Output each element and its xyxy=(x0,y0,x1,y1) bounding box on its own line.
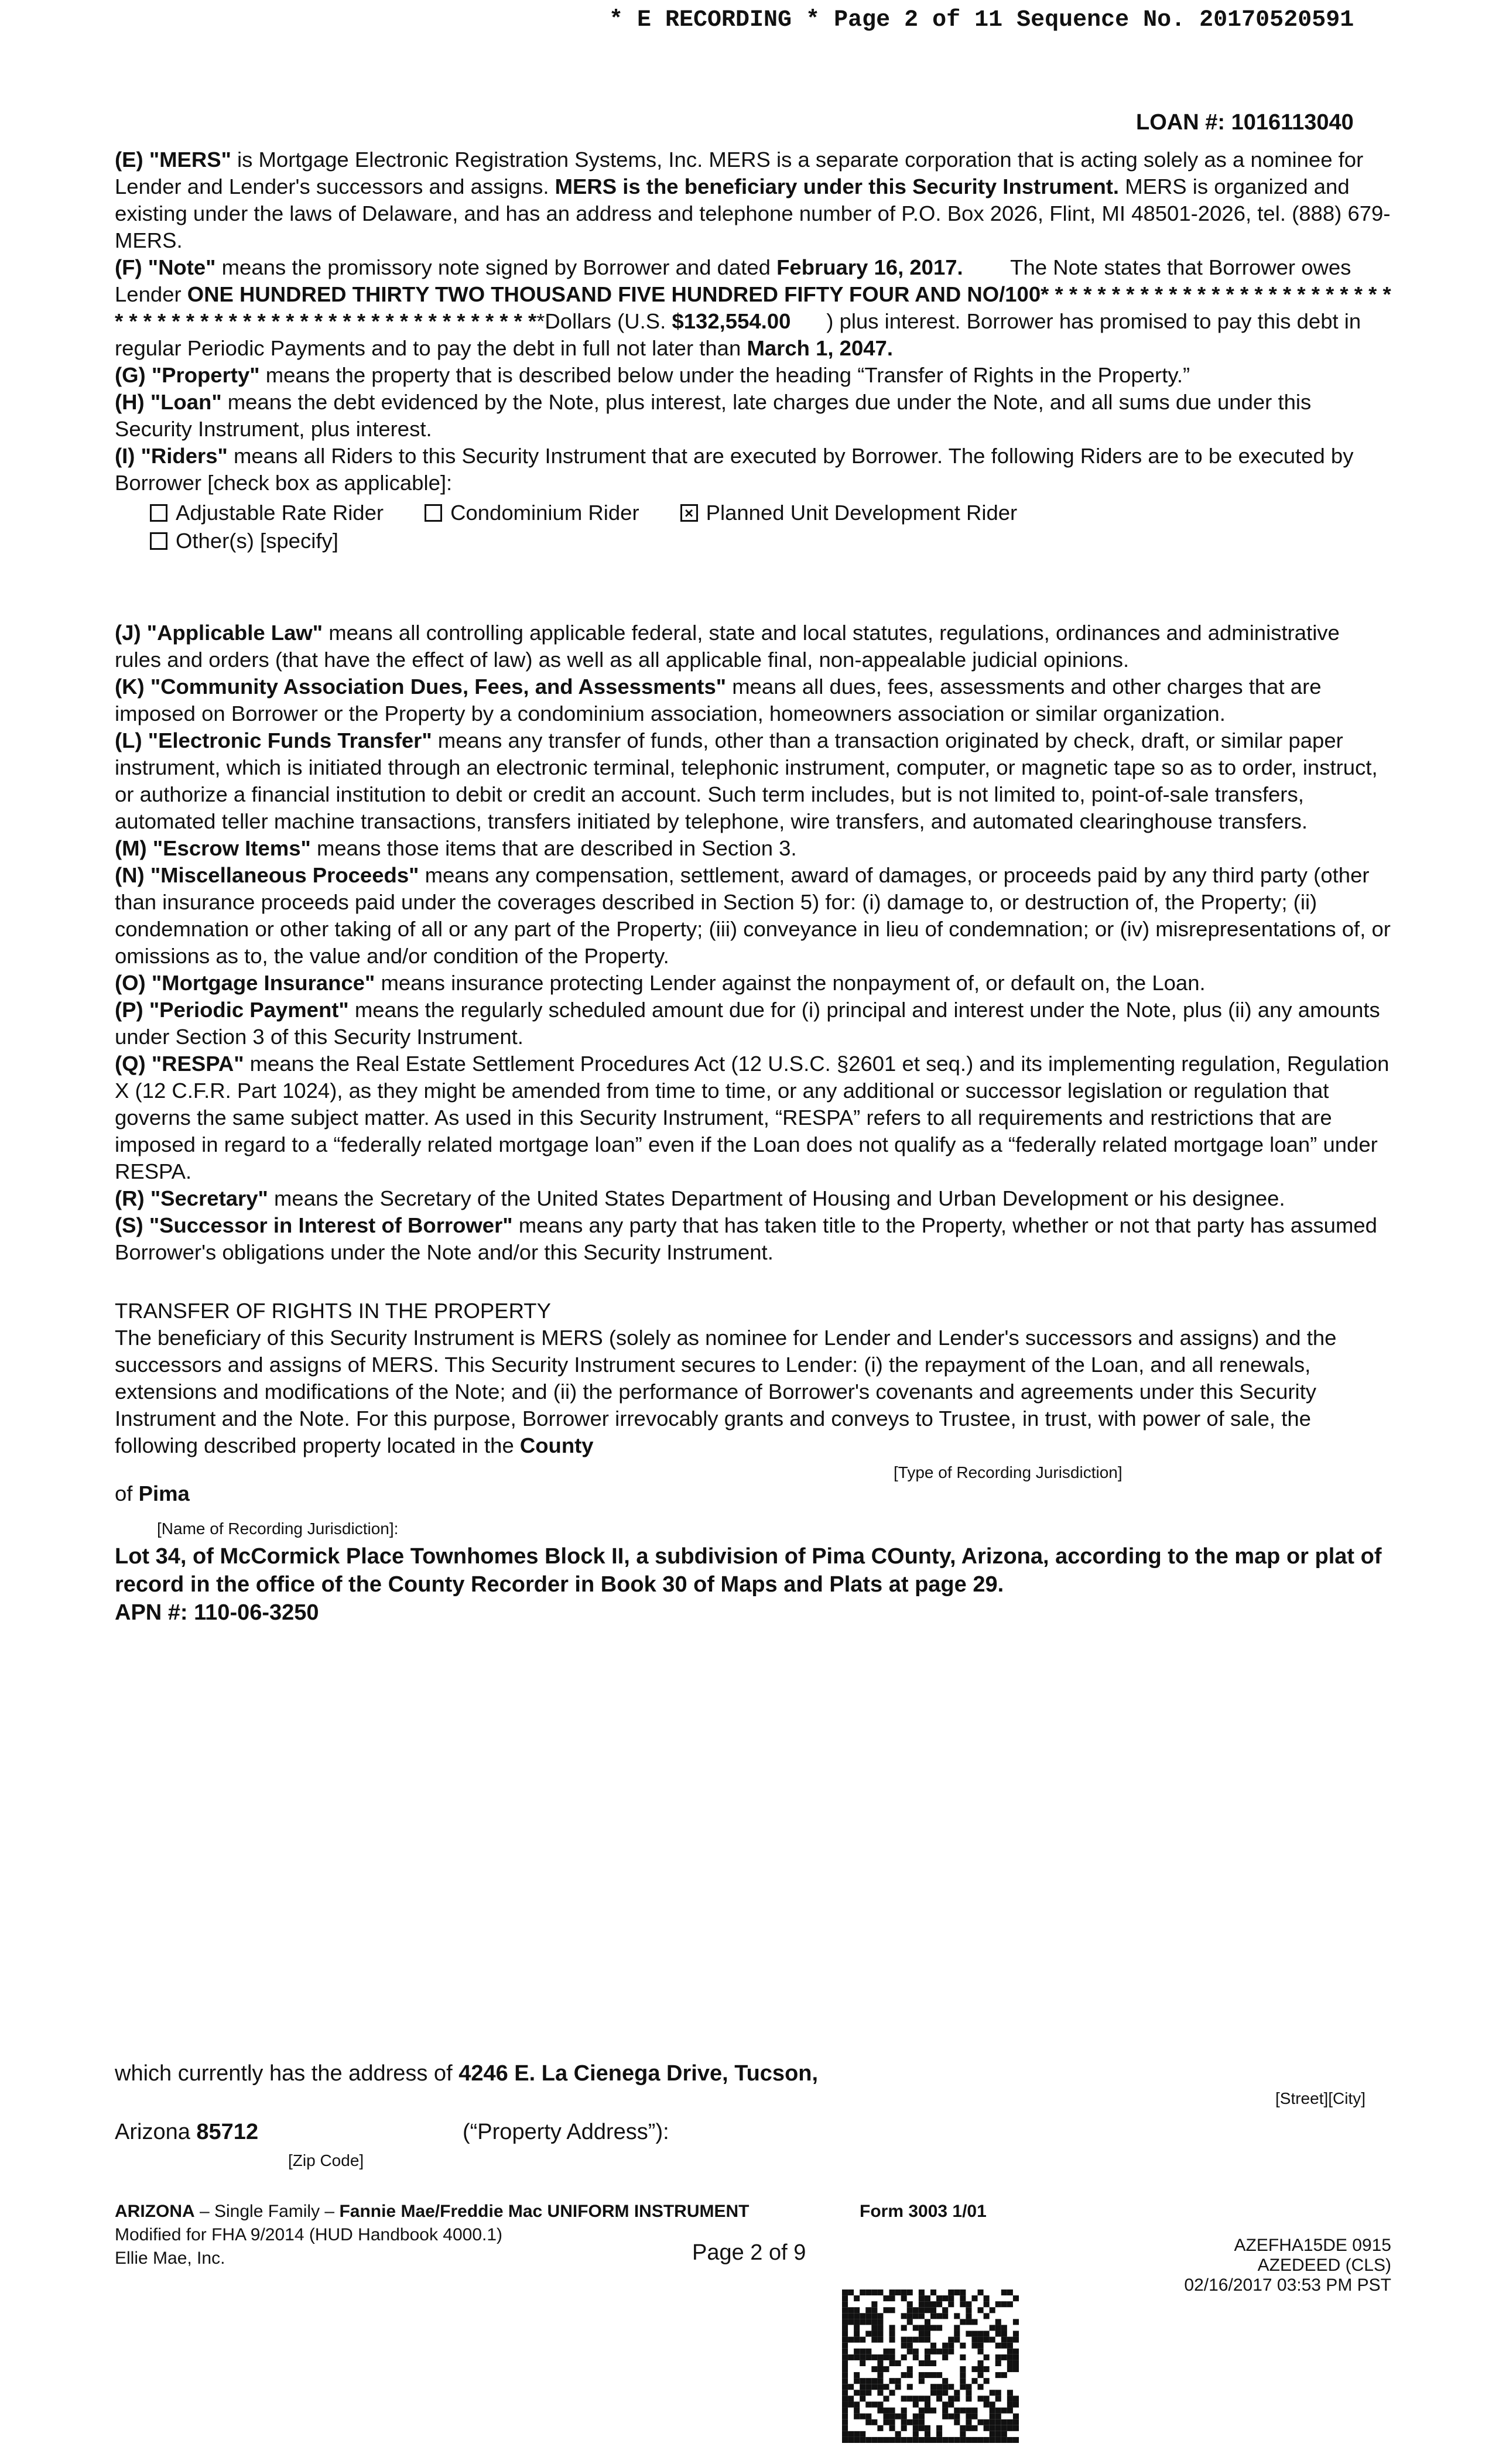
loan-label: LOAN #: xyxy=(1136,110,1225,135)
footer-code-2: AZEDEED (CLS) xyxy=(1257,2256,1391,2275)
def-tag: (N) xyxy=(115,863,145,887)
def-term: "Loan" xyxy=(150,390,222,414)
def-text: MERS is organized and existing under the laws of Delaware, and has an address and telephone number of P.O. Box 2026, Flint, MI 48501-2026, tel. (888) 679-MERS. xyxy=(115,174,1391,252)
def-tag: (Q) xyxy=(115,1052,146,1076)
def-text: means any party that has taken title to the Property, whether or not that party has assumed Borrower's obligations under the Note and/or this Security Instrument. xyxy=(115,1213,1377,1264)
def-term: "RESPA" xyxy=(151,1052,244,1076)
def-tag: (F) xyxy=(115,255,142,279)
rider-label: Planned Unit Development Rider xyxy=(706,501,1018,525)
riders-checklist xyxy=(150,499,1391,555)
maturity-date: March 1, 2047. xyxy=(747,336,894,360)
def-L xyxy=(115,727,1391,835)
def-text: means the Secretary of the United States Department of Housing and Urban Development or his designee. xyxy=(268,1186,1285,1210)
def-tag: (G) xyxy=(115,363,146,387)
def-I xyxy=(115,443,1391,497)
checkbox-checked[interactable]: × xyxy=(680,504,698,522)
def-K xyxy=(115,673,1391,727)
def-text: means insurance protecting Lender against the nonpayment of, or default on, the Loan. xyxy=(375,971,1206,995)
def-term: "Successor in Interest of Borrower" xyxy=(149,1213,513,1237)
def-text: is Mortgage Electronic Registration Systems, Inc. MERS is a separate corporation that is acting solely as a nominee for Lender and Lender's successors and assigns. xyxy=(115,148,1364,199)
def-text: means the property that is described below under the heading “Transfer of Rights in the Property.” xyxy=(259,363,1190,387)
def-bold: MERS is the beneficiary under this Security Instrument. xyxy=(555,174,1120,199)
def-tag: (O) xyxy=(115,971,146,995)
checkbox-unchecked[interactable] xyxy=(150,532,167,550)
address-lead: which currently has the address of xyxy=(115,2061,459,2086)
jurisdiction-type-label: [Type of Recording Jurisdiction] xyxy=(894,1463,1122,1481)
jurisdiction-name-label: [Name of Recording Jurisdiction]: xyxy=(157,1520,399,1538)
rider-label: Adjustable Rate Rider xyxy=(176,501,384,525)
jurisdiction-block xyxy=(115,1459,1391,1515)
def-term: "MERS" xyxy=(149,148,231,172)
def-text: means all controlling applicable federal, state and local statutes, regulations, ordinances and administrative rules and orders (that have the effect of law) as well as all applicable final, non-appealable judicial opinions. xyxy=(115,621,1340,672)
property-address-label: (“Property Address”): xyxy=(463,2120,669,2144)
footer-type: – Single Family – xyxy=(194,2202,340,2221)
def-G xyxy=(115,362,1391,389)
def-tag: (J) xyxy=(115,621,141,645)
transfer-paragraph xyxy=(115,1325,1391,1459)
def-term: "Applicable Law" xyxy=(146,621,323,645)
def-E xyxy=(115,146,1391,254)
def-tag: (P) xyxy=(115,998,143,1022)
def-R xyxy=(115,1185,1391,1212)
def-term: "Riders" xyxy=(141,444,228,468)
def-text: means the promissory note signed by Borrower and dated xyxy=(215,255,777,279)
def-tag: (H) xyxy=(115,390,145,414)
def-text: means any compensation, settlement, award of damages, or proceeds paid by any third party (other than insurance proceeds paid under the coverages described in Section 5) for: (i) damage to, or destruction of, the Property; (ii) condemnation or other taking of all or any part of the Property; (iii) conveyance in lieu of condemnation; or (iv) misrepresentations of, or omissions as to, the value and/or condition of the Property. xyxy=(115,863,1391,968)
note-amount: $132,554.00 xyxy=(672,309,791,333)
rider-label: Other(s) [specify] xyxy=(176,529,338,553)
def-term: "Community Association Dues, Fees, and Assessments" xyxy=(150,675,727,699)
def-tag: (E) xyxy=(115,148,143,172)
jurisdiction-type: County xyxy=(519,1433,594,1457)
def-term: "Miscellaneous Proceeds" xyxy=(150,863,419,887)
def-text: means all Riders to this Security Instrument that are executed by Borrower. The following Riders are to be executed by Borrower [check box as applicable]: xyxy=(115,444,1354,495)
of-label: of xyxy=(115,1481,139,1505)
def-text: ) plus interest. Borrower has promised to pay this debt in regular Periodic Payments and to pay the debt in full not later than xyxy=(115,309,1367,360)
def-tag: (K) xyxy=(115,675,145,699)
footer-timestamp: 02/16/2017 03:53 PM PST xyxy=(1184,2275,1391,2295)
loan-number xyxy=(1136,110,1354,135)
def-term: "Mortgage Insurance" xyxy=(151,971,375,995)
def-P xyxy=(115,997,1391,1050)
def-text: means all dues, fees, assessments and other charges that are imposed on Borrower or the Property by a condominium association, homeowners association or similar organization. xyxy=(115,675,1322,725)
transfer-heading: TRANSFER OF RIGHTS IN THE PROPERTY xyxy=(115,1299,551,1323)
rider-condominium[interactable] xyxy=(425,499,639,526)
rider-label: Condominium Rider xyxy=(450,501,639,525)
recording-header: * E RECORDING * Page 2 of 11 Sequence No. 20170520591 xyxy=(609,7,1354,33)
checkbox-unchecked[interactable] xyxy=(150,504,167,522)
def-tag: (S) xyxy=(115,1213,143,1237)
note-amount-words: ONE HUNDRED THIRTY TWO THOUSAND FIVE HUNDRED FIFTY FOUR AND NO/100* * * * * * * * * * * * * * * * * * * * * * * * * * * * * * * * * * * * * * * * * * * * * * * * * * * * * * * xyxy=(115,282,1391,333)
def-tag: (R) xyxy=(115,1186,145,1210)
checkbox-unchecked[interactable] xyxy=(425,504,442,522)
def-J xyxy=(115,620,1391,673)
def-text: means any transfer of funds, other than a transaction originated by check, draft, or similar paper instrument, which is initiated through an electronic terminal, telephonic instrument, computer, or magnetic tape so as to order, instruct, or authorize a financial institution to debit or credit an account. Such term includes, but is not limited to, point-of-sale transfers, automated teller machine transactions, transfers initiated by telephone, wire transfers, and automated clearinghouse transfers. xyxy=(115,728,1378,833)
rider-planned-unit-development[interactable] xyxy=(680,499,1018,526)
def-S xyxy=(115,1212,1391,1266)
footer-page-number: Page 2 of 9 xyxy=(692,2240,806,2265)
def-M xyxy=(115,835,1391,862)
footer-state: ARIZONA xyxy=(115,2202,195,2221)
def-text: means the regularly scheduled amount due for (i) principal and interest under the Note, plus (ii) any amounts under Section 3 of this Security Instrument. xyxy=(115,998,1380,1049)
barcode-icon xyxy=(842,2290,1019,2443)
loan-value: 1016113040 xyxy=(1231,110,1354,135)
def-text: means the debt evidenced by the Note, plus interest, late charges due under the Note, and all sums due under this Security Instrument, plus interest. xyxy=(115,390,1312,441)
def-H xyxy=(115,389,1391,443)
rider-other[interactable] xyxy=(150,528,338,555)
def-term: "Electronic Funds Transfer" xyxy=(148,728,432,752)
street-city-label: [Street][City] xyxy=(1275,2089,1366,2107)
transfer-text: The beneficiary of this Security Instrument is MERS (solely as nominee for Lender and Lender's successors and assigns) and the successors and assigns of MERS. This Security Instrument secures to Lender: (i) the repayment of the Loan, and all renewals, extensions and modifications of the Note; and (ii) the performance of Borrower's covenants and agreements under this Security Instrument and the Note. For this purpose, Borrower irrevocably grants and conveys to Trustee, in trust, with power of sale, the following described property located in the xyxy=(115,1326,1337,1457)
def-text: means the Real Estate Settlement Procedures Act (12 U.S.C. §2601 et seq.) and its implementing regulation, Regulation X (12 C.F.R. Part 1024), as they might be amended from time to time, or any additional or successor legislation or regulation that governs the same subject matter. As used in this Security Instrument, “RESPA” refers to all requirements and restrictions that are imposed in regard to a “federally related mortgage loan” even if the Loan does not qualify as a “federally related mortgage loan” under RESPA. xyxy=(115,1052,1390,1183)
rider-adjustable-rate[interactable] xyxy=(150,499,384,526)
street-city: 4246 E. La Cienega Drive, Tucson, xyxy=(458,2061,819,2086)
footer-form-number: Form 3003 1/01 xyxy=(860,2202,987,2221)
def-F xyxy=(115,254,1391,362)
state: Arizona xyxy=(115,2120,197,2144)
definitions-body xyxy=(115,146,1391,1627)
jurisdiction-name: Pima xyxy=(138,1481,190,1505)
def-tag: (I) xyxy=(115,444,135,468)
apn-number: APN #: 110-06-3250 xyxy=(115,1600,319,1625)
note-date: February 16, 2017. xyxy=(776,255,963,279)
def-tag: (M) xyxy=(115,836,147,860)
def-Q xyxy=(115,1050,1391,1185)
def-text: *Dollars (U.S. xyxy=(536,309,672,333)
footer-instrument: Fannie Mae/Freddie Mac UNIFORM INSTRUMENT xyxy=(339,2202,750,2221)
def-text: means those items that are described in Section 3. xyxy=(310,836,797,860)
def-term: "Escrow Items" xyxy=(152,836,311,860)
def-term: "Secretary" xyxy=(150,1186,268,1210)
def-text: The Note states that Borrower owes Lender xyxy=(115,255,1357,306)
footer-modified: Modified for FHA 9/2014 (HUD Handbook 4000.1) xyxy=(115,2225,503,2244)
def-term: "Property" xyxy=(151,363,260,387)
footer-code-1: AZEFHA15DE 0915 xyxy=(1234,2236,1391,2255)
def-N xyxy=(115,862,1391,970)
footer-vendor: Ellie Mae, Inc. xyxy=(115,2249,225,2268)
zip-code-label: [Zip Code] xyxy=(288,2151,364,2169)
def-term: "Note" xyxy=(148,255,216,279)
zip-code: 85712 xyxy=(196,2120,259,2144)
legal-description: Lot 34, of McCormick Place Townhomes Block II, a subdivision of Pima COunty, Arizona, according to the map or plat of record in the office of the County Recorder in Book 30 of Maps and Plats at page 29. xyxy=(115,1544,1382,1597)
def-term: "Periodic Payment" xyxy=(149,998,349,1022)
def-O xyxy=(115,970,1391,997)
def-tag: (L) xyxy=(115,728,142,752)
